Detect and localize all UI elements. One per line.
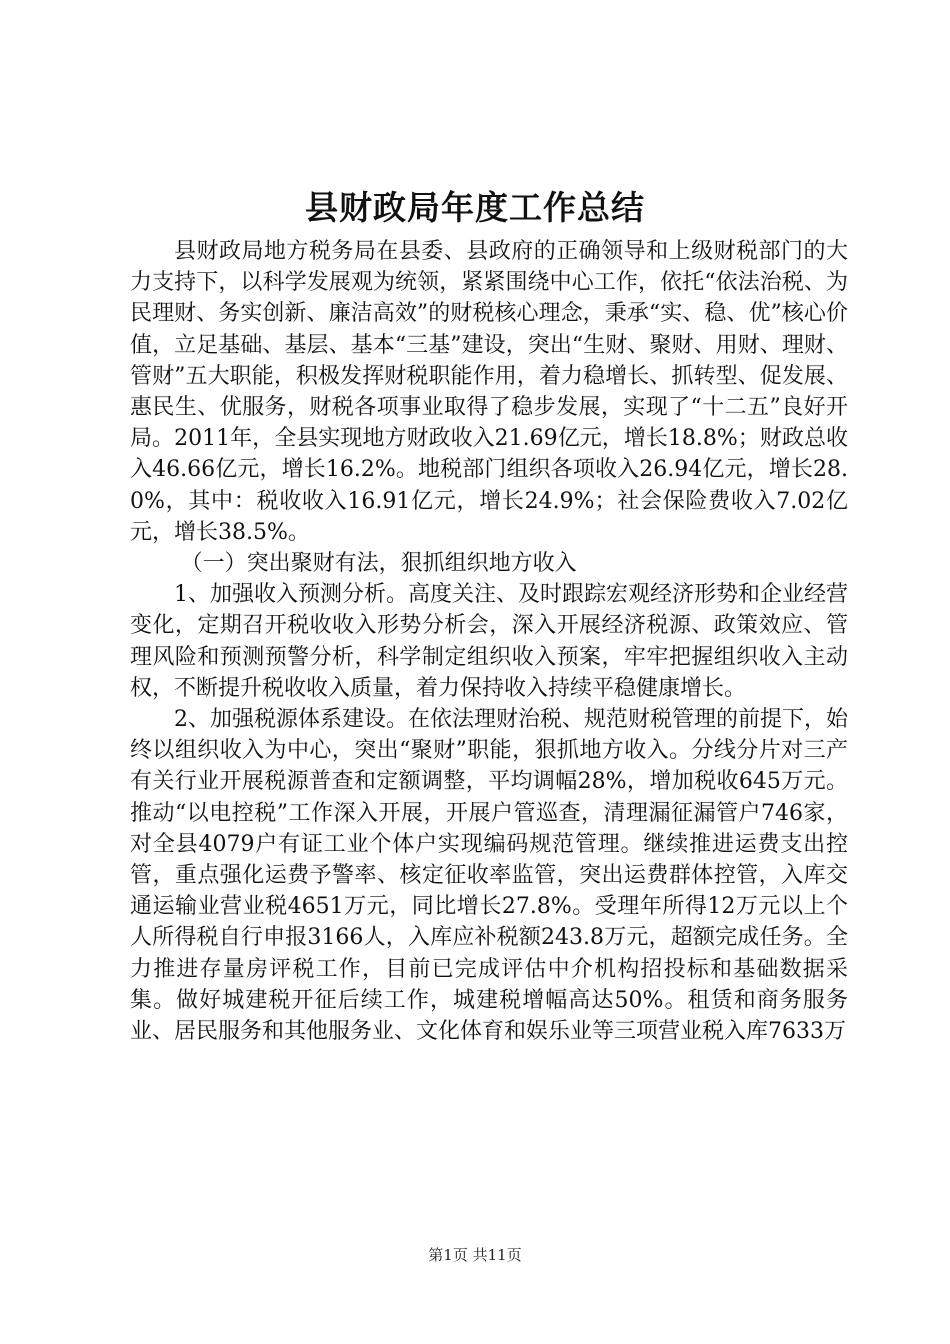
section-heading: （一）突出聚财有法，狠抓组织地方收入 (180, 551, 577, 577)
intro-paragraph: 县财政局地方税务局在县委、县政府的正确领导和上级财税部门的大力支持下，以科学发展观为统领，紧紧围绕中心工作，依托“依法治税、为民理财、务实创新、廉洁高效”的财税核心理念，秉承“实、稳、优”核心价值，立足基础、基层、基本“三基”建设，突出“生财、聚财、用财、理财、管财”五大职能，积极发挥财税职能作用，着力稳增长、抓转型、促发展、惠民生、优服务，财税各项事业取得了稳步发展，实现了“十二五”良好开局。2011年，全县实现地方财政收入21.69亿元，增长18.8%；财政总收入46.66亿元，增长16.2%。地税部门组织各项收入26.94亿元，增长28.0%，其中：税收收入16.91亿元，增长24.9%；社会保险费收入7.02亿元，增长38.5%。 (130, 239, 848, 545)
item-paragraph-2: 2、加强税源体系建设。在依法理财治税、规范财税管理的前提下，始终以组织收入为中心，突出“聚财”职能，狠抓地方收入。分线分片对三产有关行业开展税源普查和定额调整，平均调幅28%，增加税收645万元。推动“以电控税”工作深入开展，开展户管巡查，清理漏征漏管户746家，对全县4079户有证工业个体户实现编码规范管理。继续推进运费支出控管，重点强化运费予警率、核定征收率监管，突出运费群体控管，入库交通运输业营业税4651万元，同比增长27.8%。受理年所得12万元以上个人所得税自行申报3166人，入库应补税额243.8万元，超额完成任务。全力推进存量房评税工作，目前已完成评估中介机构招投标和基础数据采集。做好城建税开征后续工作，城建税增幅高达50%。租赁和商务服务业、居民服务和其他服务业、文化体育和娱乐业等三项营业税入库7633万 (130, 707, 848, 1045)
document-body (130, 236, 848, 1047)
document-title: 县财政局年度工作总结 (305, 188, 645, 227)
item-paragraph-1: 1、加强收入预测分析。高度关注、及时跟踪宏观经济形势和企业经营变化，定期召开税收收入形势分析会，深入开展经济税源、政策效应、管理风险和预测预警分析，科学制定组织收入预案，牢牢把握组织收入主动权，不断提升税收收入质量，着力保持收入持续平稳健康增长。 (130, 582, 848, 701)
page-footer: 第1页 共11页 (428, 1246, 522, 1264)
